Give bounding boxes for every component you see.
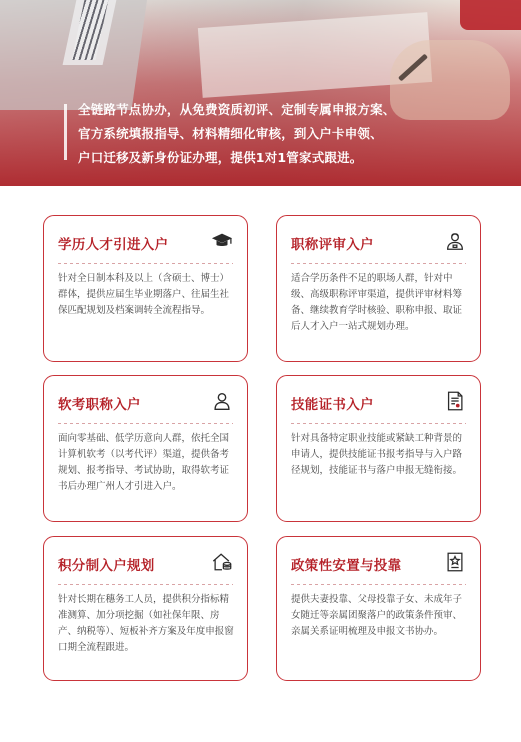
card-title: 技能证书入户 — [291, 397, 374, 413]
card-description: 针对全日制本科及以上（含硕士、博士）群体，提供应届生毕业期落户、往届生社保匹配规划及档案调转全流程指导。 — [58, 273, 230, 316]
card-divider — [291, 423, 466, 424]
card-description: 提供夫妻投靠、父母投靠子女、未成年子女随迁等亲属团聚落户的政策条件预审、亲属关系证明梳理及申报文书协办。 — [291, 594, 463, 637]
hero-line-3: 户口迁移及新身份证办理，提供1对1管家式跟进。 — [78, 150, 363, 165]
hero-photo-sleeve — [460, 0, 521, 30]
card-divider — [58, 263, 233, 264]
service-card-points[interactable] — [43, 536, 248, 681]
service-card-title-review[interactable] — [276, 215, 481, 362]
star-document-icon — [444, 551, 466, 573]
card-title: 积分制入户规划 — [58, 558, 155, 574]
card-title: 软考职称入户 — [58, 397, 141, 413]
card-divider — [58, 584, 233, 585]
hero-line-2: 官方系统填报指导、材料精细化审核，到入户卡申领、 — [78, 126, 383, 141]
card-description: 适合学历条件不足的职场人群，针对中级、高级职称评审渠道，提供评审材料筹备、继续教育学时核验、职称申报、取证后人才入户一站式规划办理。 — [291, 273, 463, 332]
card-title: 职称评审入户 — [291, 237, 374, 253]
certificate-document-icon — [444, 390, 466, 412]
card-divider — [58, 423, 233, 424]
hero-line-1: 全链路节点协办，从免费资质初评、定制专属申报方案、 — [78, 102, 396, 117]
hero-banner — [0, 0, 521, 186]
card-description: 针对长期在穗务工人员，提供积分指标精准测算、加分项挖掘（如社保年限、房产、纳税等）、短板补齐方案及年度申报窗口期全流程跟进。 — [58, 594, 234, 653]
person-icon — [211, 390, 233, 412]
card-divider — [291, 263, 466, 264]
card-description: 面向零基础、低学历意向人群，依托全国计算机软考（以考代评）渠道，提供备考规划、报考指导、考试协助，取得软考证书后办理广州人才引进入户。 — [58, 433, 230, 492]
card-description: 针对具备特定职业技能或紧缺工种背景的申请人，提供技能证书报考指导与入户路径规划，技能证书与落户申报无缝衔接。 — [291, 433, 463, 476]
service-card-soft-exam[interactable] — [43, 375, 248, 522]
card-title: 学历人才引进入户 — [58, 237, 169, 253]
service-card-policy[interactable] — [276, 536, 481, 681]
house-coins-icon — [211, 551, 233, 573]
hero-description — [64, 98, 484, 170]
card-divider — [291, 584, 466, 585]
card-title: 政策性安置与投靠 — [291, 558, 402, 574]
service-card-education[interactable] — [43, 215, 248, 362]
service-card-skill-cert[interactable] — [276, 375, 481, 522]
graduation-cap-icon — [211, 230, 233, 252]
professional-person-icon — [444, 230, 466, 252]
